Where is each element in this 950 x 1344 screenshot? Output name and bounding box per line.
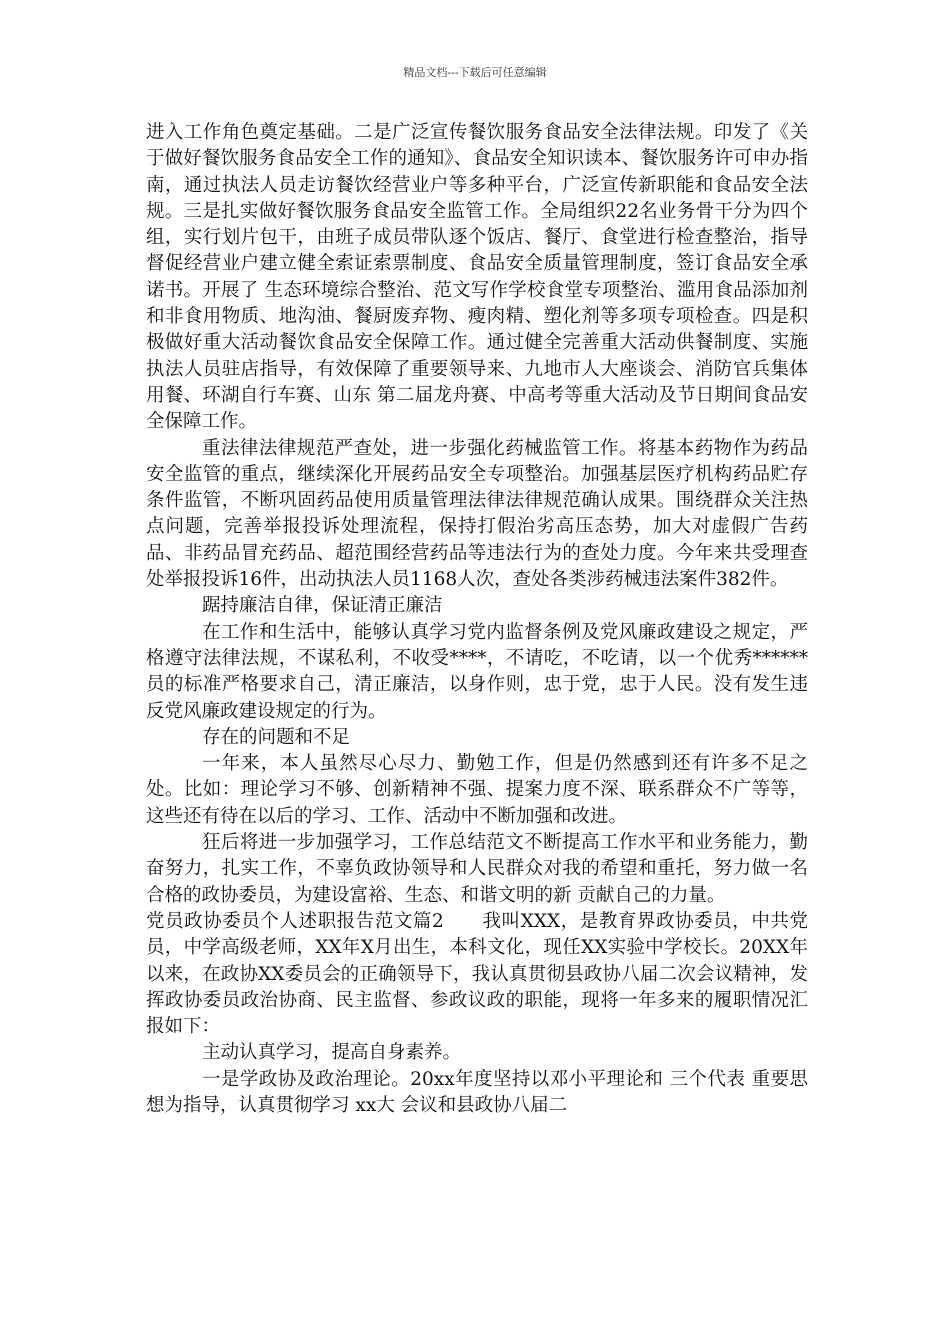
paragraph-future-plans: 狂后将进一步加强学习，工作总结范文不断提高工作水平和业务能力，勤奋努力，扎实工作，不辜负政协领导和人民群众对我的希望和重托，努力做一名合格的政协委员，为建设富裕、生态、和谐文明的新 贡献自己的力量。 [146, 832, 808, 906]
heading-study: 主动认真学习，提高自身素养。 [202, 1042, 462, 1064]
paragraph-food-safety: 进入工作角色奠定基础。二是广泛宣传餐饮服务食品安全法律法规。印发了《关于做好餐饮服务食品安全工作的通知》、食品安全知识读本、餐饮服务许可申办指南，通过执法人员走访餐饮经营业户等多种平台，广泛宣传新职能和食品安全法规。三是扎实做好餐饮服务食品安全监管工作。全局组织22名业务骨干分为四个组，实行划片包干，由班子成员带队逐个饭店、餐厅、食堂进行检查整治，指导督促经营业户建立健全索证索票制度、食品安全质量管理制度，签订食品安全承诺书。开展了 生态环境综合整治、范文写作学校食堂专项整治、滥用食品添加剂和非食用物质、地沟油、餐厨废弃物、瘦肉精、塑化剂等多项专项检查。四是积极做好重大活动餐饮食品安全保障工作。通过健全完善重大活动供餐制度、实施执法人员驻店指导，有效保障了重要领导来、九地市人大座谈会、消防官兵集体用餐、环湖自行车赛、山东 第二届龙舟赛、中高考等重大活动及节日期间食品安全保障工作。 [146, 122, 808, 433]
heading-integrity: 踞持廉洁自律，保证清正廉洁 [202, 595, 443, 617]
page-header: 精品文档---下载后可任意编辑 [403, 66, 547, 79]
paragraph-drug-supervision: 重法律法律规范严查处，进一步强化药械监管工作。将基本药物作为药品安全监管的重点，继续深化开展药品安全专项整治。加强基层医疗机构药品贮存条件监管，不断巩固药品使用质量管理法律法律规范确认成果。围绕群众关注热点问题，完善举报投诉处理流程，保持打假治劣高压态势，加大对虚假广告药品、非药品冒充药品、超范围经营药品等违法行为的查处力度。今年来共受理查处举报投诉16件，出动执法人员1168人次，查处各类涉药械违法案件382件。 [146, 437, 808, 591]
paragraph-problems: 一年来，本人虽然尽心尽力、勤勉工作，但是仍然感到还有许多不足之处。比如：理论学习不够、创新精神不强、提案力度不深、联系群众不广等等，这些还有待在以后的学习、工作、活动中不断加强和改进。 [146, 753, 808, 827]
document-body [146, 120, 808, 1119]
paragraph-study: 一是学政协及政治理论。20xx年度坚持以邓小平理论和 三个代表 重要思想为指导，认真贯彻学习 xx大 会议和县政协八届二 [146, 1068, 808, 1116]
paragraph-integrity: 在工作和生活中，能够认真学习党内监督条例及党风廉政建设之规定，严格遵守法律法规，不谋私利，不收受****，不请吃，不吃请，以一个优秀******员的标准严格要求自己，清正廉洁，以身作则，忠于党，忠于人民。没有发生违反党风廉政建设规定的行为。 [146, 621, 808, 722]
paragraph-report-two-intro: 党员政协委员个人述职报告范文篇2 我叫XXX，是教育界政协委员，中共党员，中学高级老师，XX年X月出生，本科文化，现任XX实验中学校长。20XX年以来，在政协XX委员会的正确领导下，我认真贯彻县政协八届二次会议精神，发挥政协委员政治协商、民主监督、参政议政的职能，现将一年多来的履职情况汇报如下： [146, 910, 808, 1038]
heading-problems: 存在的问题和不足 [202, 726, 351, 748]
